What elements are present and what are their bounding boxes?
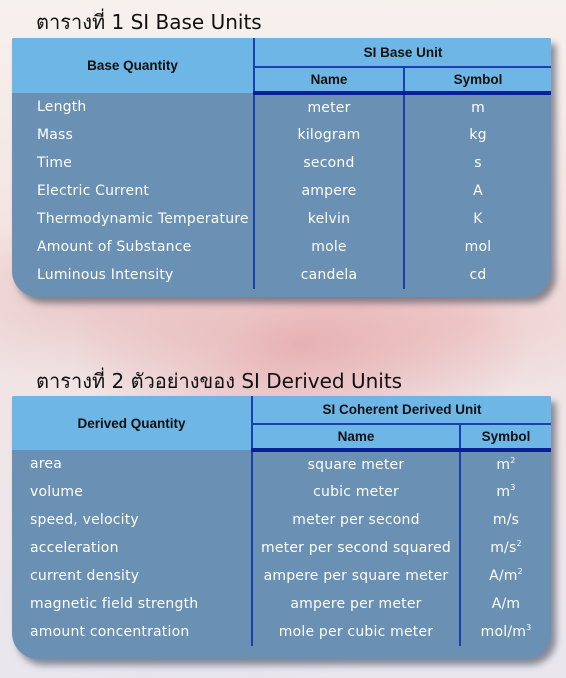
quantity-cell-text: Amount of Substance	[37, 239, 192, 255]
quantity-cell	[12, 93, 254, 121]
quantity-cell	[12, 450, 252, 478]
symbol-exponent: 2	[516, 539, 522, 548]
name-cell	[252, 590, 460, 618]
symbol-cell	[404, 121, 551, 149]
symbol-cell	[404, 205, 551, 233]
name-cell-text: kilogram	[297, 127, 361, 143]
symbol-cell-text: mol/m	[480, 624, 527, 640]
name-cell-text: ampere per square meter	[263, 568, 449, 584]
name-cell-text: square meter	[307, 457, 405, 473]
table-row	[12, 506, 551, 534]
symbol-cell	[404, 261, 551, 289]
quantity-cell	[12, 177, 254, 205]
header-symbol: Symbol	[460, 424, 551, 450]
header-base-quantity: Base Quantity	[12, 38, 254, 93]
table-row	[12, 93, 551, 121]
table-row	[12, 177, 551, 205]
symbol-cell	[460, 562, 551, 590]
quantity-cell	[12, 121, 254, 149]
quantity-cell-text: Luminous Intensity	[37, 267, 174, 283]
symbol-cell	[460, 590, 551, 618]
symbol-cell-text: cd	[469, 267, 487, 283]
quantity-cell-text: amount concentration	[30, 624, 190, 640]
table-row	[12, 618, 551, 646]
symbol-cell-text: K	[473, 211, 483, 227]
table-row	[12, 205, 551, 233]
quantity-cell-text: Length	[37, 99, 87, 115]
symbol-cell-text: kg	[469, 127, 487, 143]
name-cell	[254, 177, 404, 205]
quantity-cell-text: Thermodynamic Temperature	[37, 211, 249, 227]
quantity-cell	[12, 205, 254, 233]
name-cell-text: meter per second	[292, 512, 420, 528]
name-cell	[252, 562, 460, 590]
symbol-cell	[404, 93, 551, 121]
symbol-cell	[460, 506, 551, 534]
name-cell	[252, 450, 460, 478]
name-cell	[254, 205, 404, 233]
quantity-cell-text: current density	[30, 568, 140, 584]
quantity-cell-text: acceleration	[30, 540, 119, 556]
si-base-units-table	[12, 38, 551, 297]
quantity-cell-text: magnetic field strength	[30, 596, 199, 612]
table-row	[12, 450, 551, 478]
name-cell	[254, 233, 404, 261]
header-symbol: Symbol	[404, 67, 551, 93]
quantity-cell	[12, 478, 252, 506]
name-cell-text: cubic meter	[313, 484, 399, 500]
name-cell	[254, 121, 404, 149]
table-row	[12, 233, 551, 261]
name-cell-text: ampere	[301, 183, 357, 199]
symbol-cell-text: m	[471, 100, 485, 116]
symbol-cell	[460, 618, 551, 646]
symbol-cell-text: A/m	[491, 596, 521, 612]
symbol-cell-text: A/m	[489, 568, 518, 584]
table2-title: ตารางที่ 2 ตัวอย่างของ SI Derived Units	[36, 369, 403, 393]
table-row	[12, 534, 551, 562]
name-cell	[254, 261, 404, 289]
name-cell-text: second	[303, 155, 355, 171]
quantity-cell	[12, 534, 252, 562]
quantity-cell	[12, 590, 252, 618]
symbol-cell-text: m/s	[490, 540, 517, 556]
table1-title: ตารางที่ 1 SI Base Units	[36, 10, 262, 34]
table-row	[12, 590, 551, 618]
symbol-cell-text: m	[496, 484, 511, 500]
quantity-cell	[12, 149, 254, 177]
table-row	[12, 478, 551, 506]
name-cell	[252, 534, 460, 562]
quantity-cell-text: volume	[30, 484, 84, 500]
name-cell	[254, 149, 404, 177]
name-cell-text: candela	[300, 267, 358, 283]
header-name: Name	[254, 67, 404, 93]
quantity-cell	[12, 261, 254, 289]
symbol-cell-text: m/s	[492, 512, 520, 528]
quantity-cell-text: speed, velocity	[30, 512, 139, 528]
quantity-cell-text: Mass	[37, 127, 74, 143]
header-si-base-unit: SI Base Unit	[254, 38, 551, 67]
symbol-cell-text: A	[473, 183, 483, 199]
name-cell-text: meter per second squared	[260, 540, 452, 556]
table-row	[12, 121, 551, 149]
name-cell	[252, 506, 460, 534]
symbol-cell	[460, 478, 551, 506]
symbol-cell	[460, 450, 551, 478]
symbol-exponent: 2	[517, 567, 523, 576]
header-name: Name	[252, 424, 460, 450]
quantity-cell-text: area	[30, 456, 63, 472]
name-cell-text: ampere per meter	[290, 596, 422, 612]
symbol-exponent: 3	[526, 623, 532, 632]
table-row	[12, 149, 551, 177]
symbol-cell-text: s	[474, 155, 482, 171]
si-derived-units-table	[12, 396, 551, 659]
symbol-cell-text: mol	[464, 239, 492, 255]
quantity-cell-text: Time	[37, 155, 73, 171]
table-row	[12, 261, 551, 289]
table-row	[12, 562, 551, 590]
symbol-exponent: 3	[510, 483, 516, 492]
symbol-cell	[460, 534, 551, 562]
symbol-cell	[404, 233, 551, 261]
symbol-exponent: 2	[510, 456, 516, 465]
quantity-cell	[12, 233, 254, 261]
quantity-cell-text: Electric Current	[37, 183, 150, 199]
name-cell-text: meter	[307, 100, 351, 116]
symbol-cell	[404, 177, 551, 205]
quantity-cell	[12, 506, 252, 534]
name-cell	[252, 478, 460, 506]
quantity-cell	[12, 562, 252, 590]
name-cell-text: mole per cubic meter	[278, 624, 434, 640]
name-cell-text: kelvin	[307, 211, 351, 227]
name-cell-text: mole	[311, 239, 347, 255]
header-si-coherent-derived-unit: SI Coherent Derived Unit	[252, 396, 551, 424]
symbol-cell-text: m	[496, 457, 511, 473]
quantity-cell	[12, 618, 252, 646]
header-derived-quantity: Derived Quantity	[12, 396, 252, 450]
symbol-cell	[404, 149, 551, 177]
name-cell	[254, 93, 404, 121]
name-cell	[252, 618, 460, 646]
